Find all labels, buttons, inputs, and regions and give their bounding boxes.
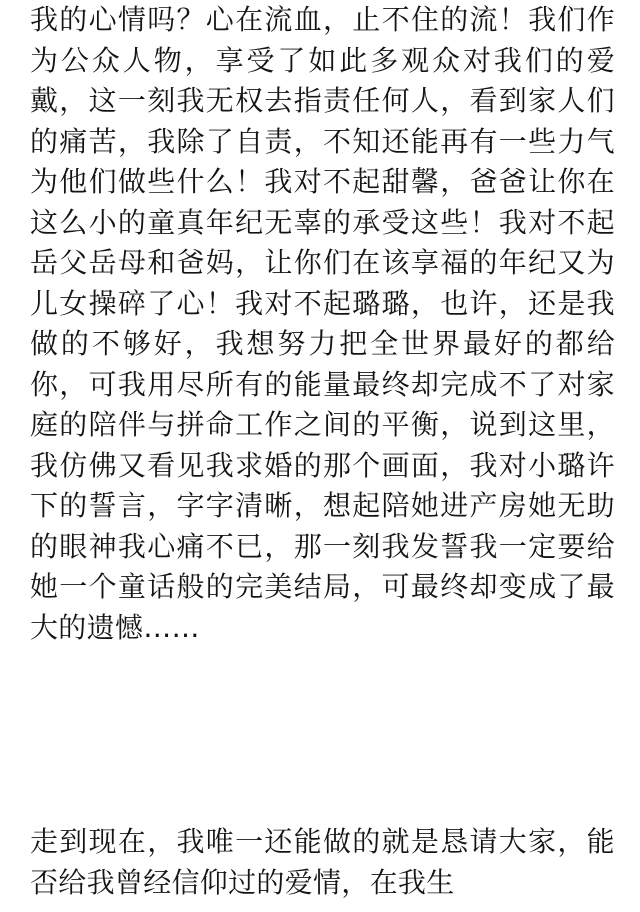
paragraph-plea: 走到现在，我唯一还能做的就是恳请大家，能否给我曾经信仰过的爱情，在我生 <box>30 825 615 899</box>
paragraph-statement: 我的心情吗？心在流血，止不住的流！我们作为公众人物，享受了如此多观众对我们的爱戴，这一刻我无权去指责任何人，看到家人们的痛苦，我除了自责，不知还能再有一些力气为他们做些什么！我对不起甜馨，爸爸让你在这么小的童真年纪无辜的承受这些！我对不起岳父岳母和爸妈，让你们在该享福的年纪又为儿女操碎了心！我对不起璐璐，也许，还是我做的不够好，我想努力把全世界最好的都给你，可我用尽所有的能量最终却完成不了对家庭的陪伴与拼命工作之间的平衡，说到这里，我仿佛又看见我求婚的那个画面，我对小璐许下的誓言，字字清晰，想起陪她进产房她无助的眼神我心痛不已，那一刻我发誓我一定要给她一个童话般的完美结局，可最终却变成了最大的遗憾…… <box>30 3 615 644</box>
